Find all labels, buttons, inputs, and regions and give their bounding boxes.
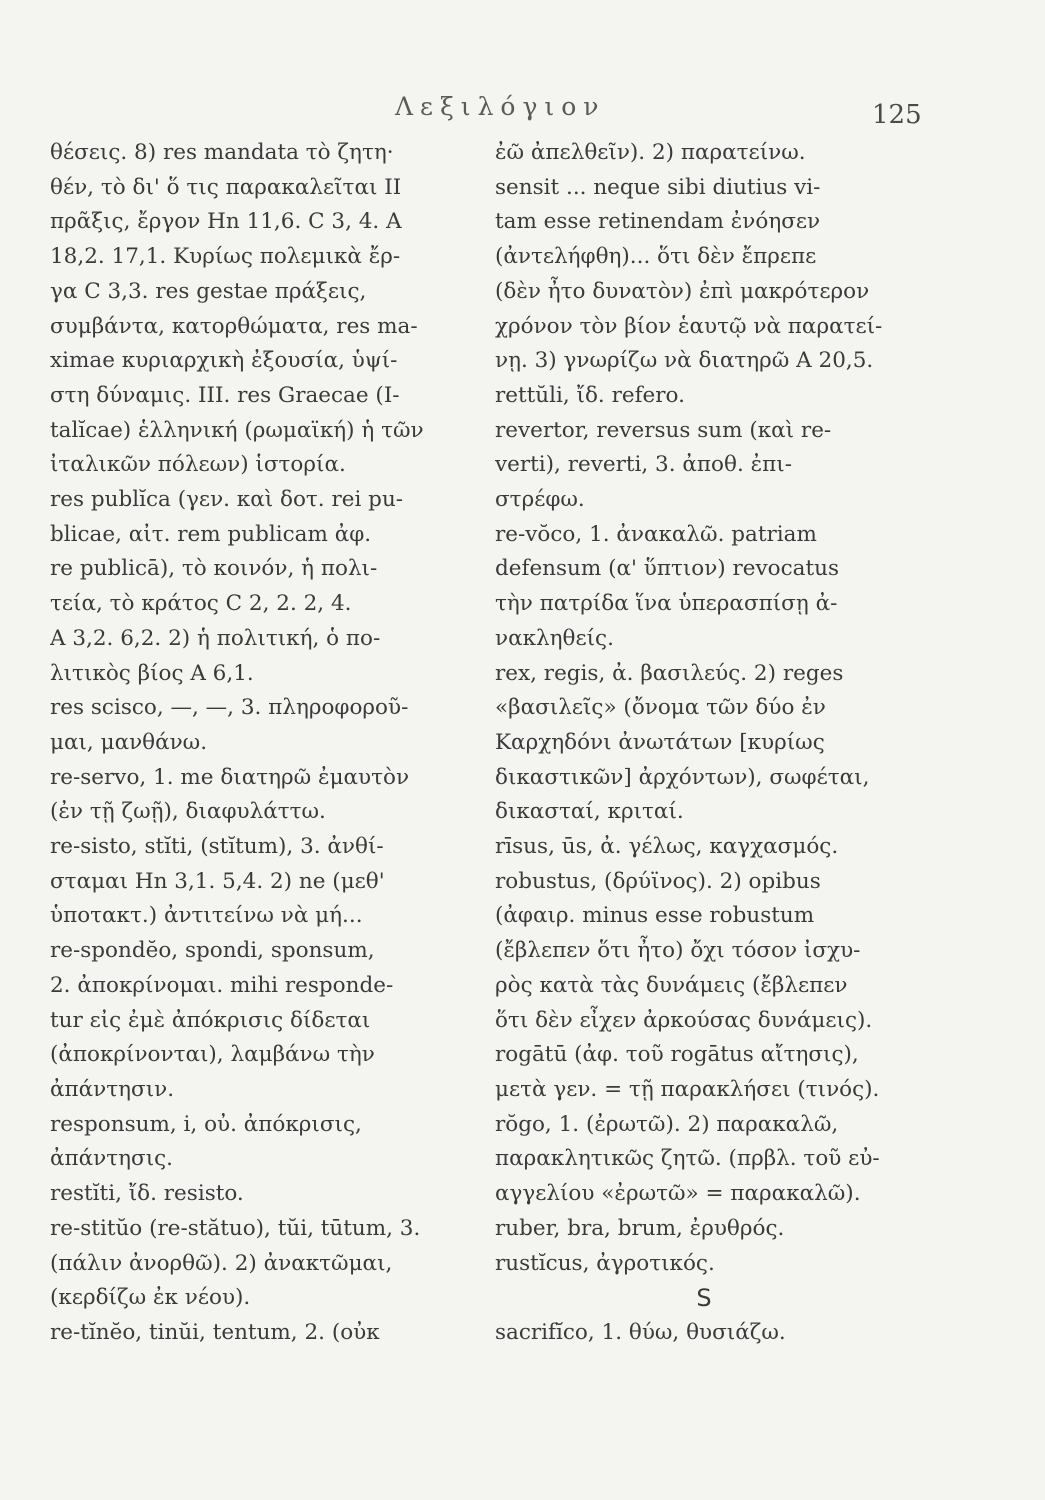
entry-line: (δὲν ἦτο δυνατὸν) ἐπὶ μακρότερον: [495, 278, 870, 304]
entry-line: (ἐν τῇ ζωῇ), διαφυλάττω.: [50, 799, 326, 825]
entry-line: ὅτι δὲν εἶχεν ἀρκούσας δυνάμεις).: [495, 1007, 873, 1033]
entry-line: (πάλιν ἀνορθῶ). 2) ἀνακτῶμαι,: [50, 1250, 393, 1276]
entry-line: Καρχηδόνι ἀνωτάτων [κυρίως: [495, 729, 825, 755]
entry-line: 18,2. 17,1. Κυρίως πολεμικὰ ἔρ-: [50, 244, 401, 270]
entry-line: ruber, bra, brum, ἐρυθρός.: [495, 1215, 785, 1241]
entry-line: robustus, (δρύϊνος). 2) opibus: [495, 868, 821, 894]
entry-line: (ἀντελήφθη)... ὅτι δὲν ἔπρεπε: [495, 244, 817, 270]
entry-line: γα C 3,3. res gestae πράξεις,: [50, 278, 367, 304]
entry-line: ἰταλικῶν πόλεων) ἱστορία.: [50, 452, 346, 478]
entry-line: re-vŏco, 1. ἀνακαλῶ. patriam: [495, 521, 817, 547]
entry-line: talĭcae) ἑλληνική (ρωμαϊκή) ἡ τῶν: [50, 417, 424, 443]
entry-line: rīsus, ūs, ἀ. γέλως, καγχασμός.: [495, 834, 839, 860]
entry-line: ὑποτακτ.) ἀντιτείνω νὰ μή...: [50, 903, 363, 929]
entry-line: λιτικὸς βίος A 6,1.: [50, 660, 254, 686]
entry-line: ximae κυριαρχικὴ ἐξουσία, ὑψί-: [50, 348, 398, 374]
entry-line: sensit ... neque sibi diutius vi-: [495, 174, 821, 200]
entry-line: (ἀφαιρ. minus esse robustum: [495, 903, 815, 929]
entry-line: rogātū (ἀφ. τοῦ rogātus αἴτησις),: [495, 1042, 859, 1068]
entry-line: (ἔβλεπεν ὅτι ἦτο) ὄχι τόσον ἰσχυ-: [495, 938, 861, 964]
entry-line: restĭti, ἴδ. resisto.: [50, 1181, 244, 1207]
entry-line: δικασταί, κριταί.: [495, 799, 684, 825]
entry-line: re-stitŭo (re-stătuo), tŭi, tūtum, 3.: [50, 1215, 421, 1241]
entry-line: ἀπάντησιν.: [50, 1076, 175, 1102]
entry-line: θέσεις. 8) res mandata τὸ ζητη·: [50, 140, 394, 165]
section-letter: S: [696, 1284, 712, 1313]
entry-line: ἀπάντησις.: [50, 1146, 173, 1172]
entry-line: νακληθείς.: [495, 625, 614, 651]
entry-line: responsum, i, οὐ. ἀπόκρισις,: [50, 1111, 362, 1137]
entry-line: ρὸς κατὰ τὰς δυνάμεις (ἔβλεπεν: [495, 972, 848, 998]
entry-line: defensum (α' ὕπτιον) revocatus: [495, 556, 839, 582]
entry-line: στη δύναμις. III. res Graecae (I-: [50, 382, 400, 408]
entry-line: re publicā), τὸ κοινόν, ἡ πολι-: [50, 556, 378, 582]
running-title: Λεξιλόγιον: [395, 92, 606, 121]
entry-line: τὴν πατρίδα ἵνα ὑπερασπίσῃ ἀ-: [495, 591, 838, 617]
entry-line: δικαστικῶν] ἀρχόντων), σωφέται,: [495, 764, 870, 790]
entry-line: ἐῶ ἀπελθεῖν). 2) παρατείνω.: [495, 140, 806, 165]
entry-line: verti), reverti, 3. ἀποθ. ἐπι-: [495, 452, 792, 478]
entry-line: χρόνον τὸν βίον ἑαυτῷ νὰ παρατεί-: [495, 313, 883, 339]
entry-line: rettŭli, ἴδ. refero.: [495, 382, 685, 408]
entry-line: (κερδίζω ἐκ νέου).: [50, 1285, 251, 1311]
entry-line: re-sisto, stĭti, (stĭtum), 3. ἀνθί-: [50, 834, 384, 860]
entry-line: 2. ἀποκρίνομαι. mihi responde-: [50, 972, 394, 998]
entry-line: αγγελίου «ἐρωτῶ» = παρακαλῶ).: [495, 1181, 861, 1207]
page-number: 125: [872, 100, 922, 130]
entry-line: «βασιλεῖς» (ὄνομα τῶν δύο ἐν: [495, 695, 826, 721]
entry-line: re-spondĕo, spondi, sponsum,: [50, 938, 375, 964]
entry-line: revertor, reversus sum (καὶ re-: [495, 417, 832, 443]
entry-line: συμβάντα, κατορθώματα, res ma-: [50, 313, 418, 339]
entry-line: res scisco, —, —, 3. πληροφοροῦ-: [50, 695, 409, 721]
entry-line: rex, regis, ἀ. βασιλεύς. 2) reges: [495, 660, 844, 686]
entry-line: τεία, τὸ κράτος C 2, 2. 2, 4.: [50, 591, 352, 617]
entry-line: tam esse retinendam ἐνόησεν: [495, 209, 821, 235]
entry-line: res publĭca (γεν. καὶ δοτ. rei pu-: [50, 487, 404, 513]
left-column: [50, 136, 482, 1351]
entry-line: rŏgo, 1. (ἐρωτῶ). 2) παρακαλῶ,: [495, 1111, 839, 1137]
entry-line: μαι, μανθάνω.: [50, 729, 208, 755]
entry-line: A 3,2. 6,2. 2) ἡ πολιτική, ὁ πο-: [50, 625, 381, 651]
entry-line: νῃ. 3) γνωρίζω νὰ διατηρῶ A 20,5.: [495, 348, 874, 374]
entry-line: (ἀποκρίνονται), λαμβάνω τὴν: [50, 1042, 375, 1068]
entry-line: μετὰ γεν. = τῇ παρακλήσει (τινός).: [495, 1076, 880, 1102]
entry-line: blicae, αἰτ. rem publicam ἀφ.: [50, 521, 372, 547]
entry-line: sacrifĭco, 1. θύω, θυσιάζω.: [495, 1319, 786, 1345]
entry-line: παρακλητικῶς ζητῶ. (πρβλ. τοῦ εὐ-: [495, 1146, 880, 1172]
entry-line: tur εἰς ἐμὲ ἀπόκρισις δίδεται: [50, 1007, 371, 1033]
entry-line: re-tĭnĕo, tinŭi, tentum, 2. (οὐκ: [50, 1319, 380, 1345]
entry-line: στρέφω.: [495, 487, 585, 513]
entry-line: σταμαι Hn 3,1. 5,4. 2) ne (μεθ': [50, 868, 385, 894]
right-column: [495, 136, 913, 1351]
entry-line: re-servo, 1. me διατηρῶ ἐμαυτὸν: [50, 764, 410, 790]
entry-line: rustĭcus, ἀγροτικός.: [495, 1250, 715, 1276]
entry-line: θέν, τὸ δι' ὅ τις παρακαλεῖται II: [50, 174, 402, 200]
entry-line: πρᾶξις, ἔργον Hn 11,6. C 3, 4. A: [50, 209, 402, 235]
